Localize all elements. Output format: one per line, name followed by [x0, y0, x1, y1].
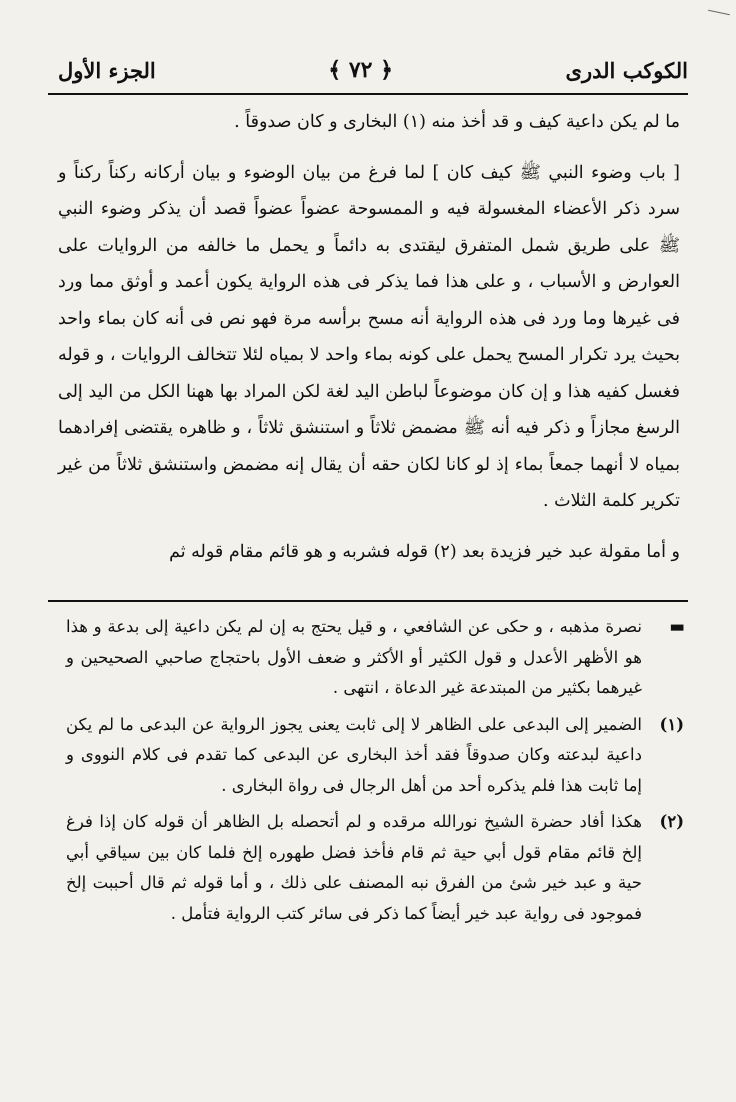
footnote — [66, 710, 684, 802]
footnote — [66, 612, 684, 704]
page-number: ﴿ ٧٢ ﴾ — [328, 57, 394, 83]
footnote-marker: (٢) — [659, 812, 684, 831]
footnote-text: الضمير إلى البدعى على الظاهر لا إلى ثابت يعنى يجوز الرواية عن البدعى ما لم يكن داعية لبدعته وكان صدوقاً فقد أخذ البخارى عن البدعى كما تقدم فى كلام النووى و إما ثابت هذا فلم يذكره أحد من أهل الرجال فى رواة البخارى . — [66, 714, 642, 795]
main-paragraph: و أما مقولة عبد خير فزيدة بعد (٢) قوله فشربه و هو قائم مقام قوله ثم — [169, 541, 680, 562]
main-paragraph: [ باب وضوء النبي ﷺ كيف كان ] لما فرغ من بيان الوضوء و بيان أركانه ركناً ركناً و سرد ذكر الأعضاء المغسولة فيه و الممسوحة عضواً عضواً قصد أن يذكر وضوء النبي ﷺ على طريق شمل المتفرق ليقتدى به دائماً و يحمل ما خالفه من الروايات على العوارض و الأسباب ، و على هذا فما يذكر فى هذه الرواية يكون أعمد و أوثق مما ورد فى غيرها وما ورد فى هذه الرواية أنه مسح برأسه مرة فهو نص فى أنه كان بماء واحد بحيث يرد تكرار المسح يحمل على كونه بماء واحد لا بمياه لئلا تتخالف الروايات ، و قوله فغسل كفيه هذا و إن كان موضوعاً لباطن اليد لغة لكن المراد بها ههنا الكل من اليد إلى الرسغ مجازاً و ذكر فيه أنه ﷺ مضمض ثلاثاً و استنشق ثلاثاً ، و ظاهره يقتضى إفرادهما بمياه لا أنهما جمعاً بماء إذ لو كانا لكان حقه أن يقال إنه مضمض واستنشق ثلاثاً من غير تكرير كلمة الثلاث . — [58, 162, 680, 511]
footnote-separator — [48, 600, 688, 602]
volume-label: الجزء الأول — [58, 57, 156, 83]
footnote-text: نصرة مذهبه ، و حكى عن الشافعي ، و قيل يحتج به إن لم يكن داعية إلى بدعة و هذا هو الأظهر الأعدل و قول الكثير أو الأكثر و ضعف الأول باحتجاج صاحبي الصحيحين و غيرهما بكثير من المبتدعة غير الدعاة ، انتهى . — [66, 617, 642, 697]
running-header — [58, 50, 688, 90]
header-rule — [48, 93, 688, 95]
main-text — [58, 104, 680, 570]
footnote-text: هكذا أفاد حضرة الشيخ نورالله مرقده و لم أتحصله بل الظاهر أن قوله كان إذا فرغ إلخ قائم مقام قول أبي حية ثم قام فأخذ فضل طهوره إلخ فلما كان بين سياقي أبي حية و عبد خير شئ من الفرق نبه المصنف على ذلك ، و أما قوله ثم قال أحببت إلخ فموجود فى رواية عبد خير أيضاً كما ذكر فى سائر كتب الرواية فتأمل . — [66, 812, 642, 923]
footnote — [66, 807, 684, 929]
book-title: الكوكب الدرى — [565, 57, 688, 83]
page-corner-mark — [708, 10, 730, 16]
main-paragraph: ما لم يكن داعية كيف و قد أخذ منه (١) البخارى و كان صدوقاً . — [234, 112, 680, 132]
footnote-continuation-mark: ▬ — [669, 617, 684, 636]
footnote-marker: (١) — [659, 714, 684, 734]
footnotes — [66, 612, 684, 935]
